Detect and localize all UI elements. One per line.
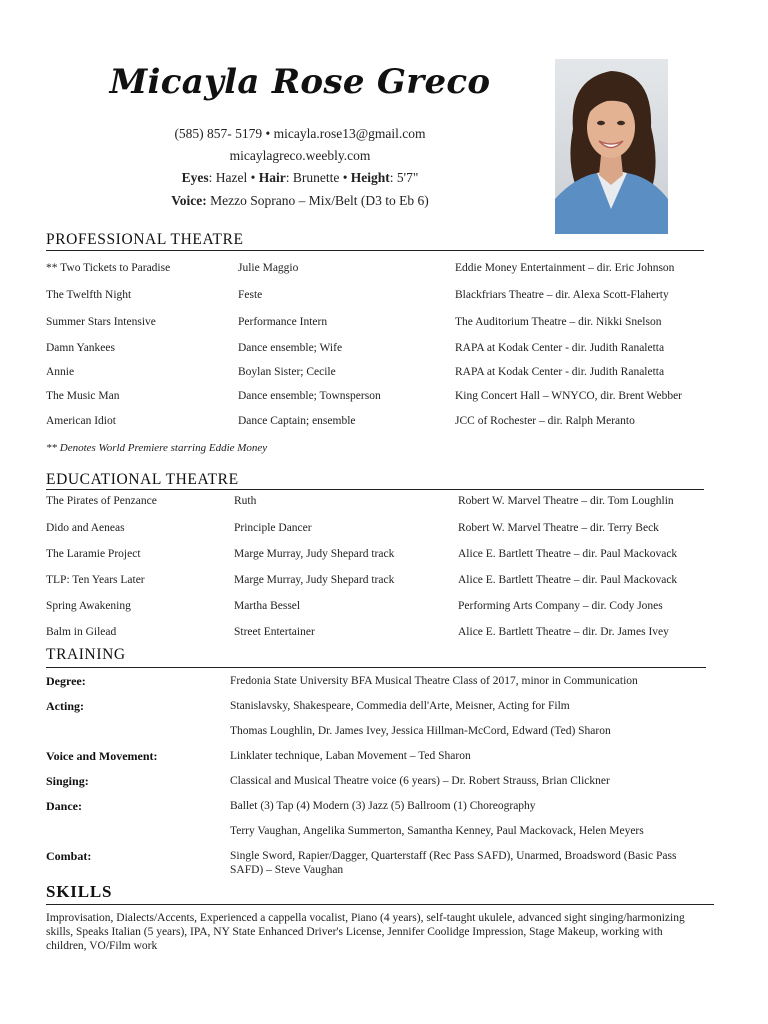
credit-row [46,289,706,307]
training-value: Single Sword, Rapier/Dagger, Quarterstaff (Rec Pass SAFD), Unarmed, Broadsword (Basic Pass SAFD) – Steve Vaughan [230,850,677,876]
voice-label: Voice: [171,193,207,208]
resume-name: Micayla Rose Greco [109,62,491,102]
credit-row [46,548,706,566]
training-value: Thomas Loughlin, Dr. James Ivey, Jessica Hillman-McCord, Edward (Ted) Sharon [230,725,611,737]
credit-show: American Idiot [46,415,116,427]
headshot-photo [555,59,668,234]
credit-show: Summer Stars Intensive [46,316,156,328]
training-heading: TRAINING [46,646,126,663]
credit-venue: Robert W. Marvel Theatre – dir. Tom Loughlin [458,495,674,507]
credit-venue: Robert W. Marvel Theatre – dir. Terry Beck [458,522,659,534]
headshot-illustration [555,59,668,234]
training-label: Combat: [46,849,92,863]
eyes-value: : Hazel • [208,170,259,185]
voice-line [0,193,600,209]
section-divider [46,667,706,668]
credit-row [46,262,706,280]
credit-show: The Twelfth Night [46,289,132,301]
physical-stats [0,170,600,186]
section-divider [46,904,714,905]
credit-venue: JCC of Rochester – dir. Ralph Meranto [455,415,635,427]
credit-venue: Performing Arts Company – dir. Cody Jones [458,600,663,612]
credit-venue: RAPA at Kodak Center - dir. Judith Ranaletta [455,366,665,378]
credit-role: Feste [238,289,263,301]
section-divider [46,489,704,490]
training-label: Acting: [46,699,84,713]
educational-theatre-heading: EDUCATIONAL THEATRE [46,471,239,488]
credit-row [46,522,706,540]
credit-role: Marge Murray, Judy Shepard track [234,574,395,586]
credit-row [46,415,706,433]
skills-heading: SKILLS [46,882,113,901]
credit-venue: Alice E. Bartlett Theatre – dir. Paul Mackovack [458,574,678,586]
credit-role: Performance Intern [238,316,328,328]
credit-row [46,316,706,334]
credit-show: Balm in Gilead [46,626,117,638]
professional-theatre-heading: PROFESSIONAL THEATRE [46,231,244,248]
hair-value: : Brunette • [285,170,351,185]
hair-label: Hair [258,170,286,185]
credit-venue: RAPA at Kodak Center - dir. Judith Ranaletta [455,342,665,354]
credit-venue: King Concert Hall – WNYCO, dir. Brent Webber [455,390,683,402]
credit-role: Ruth [234,495,257,507]
credit-show: ** Two Tickets to Paradise [46,262,171,274]
training-label: Degree: [46,674,86,688]
height-label: Height [350,170,390,185]
training-value: Fredonia State University BFA Musical Theatre Class of 2017, minor in Communication [230,675,638,687]
credit-role: Principle Dancer [234,522,312,534]
voice-value: Mezzo Soprano – Mix/Belt (D3 to Eb 6) [206,193,429,208]
credit-role: Dance ensemble; Townsperson [238,390,381,402]
training-value: Stanislavsky, Shakespeare, Commedia dell'Arte, Meisner, Acting for Film [230,700,570,712]
credit-venue: Alice E. Bartlett Theatre – dir. Paul Mackovack [458,548,678,560]
credit-show: The Music Man [46,390,120,402]
training-label: Dance: [46,799,82,813]
credit-role: Dance ensemble; Wife [238,342,343,354]
credit-show: Dido and Aeneas [46,522,125,534]
world-premiere-note: ** Denotes World Premiere starring Eddie Money [46,442,268,454]
credit-show: The Pirates of Penzance [46,495,157,507]
skills-text: Improvisation, Dialects/Accents, Experienced a cappella vocalist, Piano (4 years), self-taught ukulele, advanced sight singing/harmonizing skills, Speaks Italian (5 years), IPA, NY State Enhanced Driver's License, Jennifer Coolidge Impression, Stage Makeup, working with children, VO/Film work [46,912,685,952]
height-value: : 5'7" [389,170,419,185]
credit-row [46,495,706,513]
credit-show: Spring Awakening [46,600,131,612]
credit-role: Dance Captain; ensemble [238,415,356,427]
credit-show: The Laramie Project [46,548,141,560]
contact-line: (585) 857- 5179 • micayla.rose13@gmail.com [174,126,426,141]
credit-venue: Alice E. Bartlett Theatre – dir. Dr. James Ivey [458,626,669,638]
training-label: Voice and Movement: [46,749,158,763]
credit-venue: Eddie Money Entertainment – dir. Eric Johnson [455,262,675,274]
credit-row [46,366,706,384]
credit-role: Julie Maggio [238,262,299,274]
credit-show: TLP: Ten Years Later [46,574,145,586]
credit-role: Street Entertainer [234,626,315,638]
credit-row [46,600,706,618]
credit-row [46,390,706,408]
training-label: Singing: [46,774,89,788]
credit-row [46,574,706,592]
eyes-label: Eyes [181,170,209,185]
website-line: micaylagreco.weebly.com [229,148,371,163]
credit-role: Martha Bessel [234,600,301,612]
credit-show: Annie [46,366,75,378]
training-value: Classical and Musical Theatre voice (6 years) – Dr. Robert Strauss, Brian Clickner [230,775,610,787]
training-value: Ballet (3) Tap (4) Modern (3) Jazz (5) Ballroom (1) Choreography [230,800,536,812]
section-divider [46,250,704,251]
credit-role: Boylan Sister; Cecile [238,366,336,378]
credit-row [46,342,706,360]
credit-venue: The Auditorium Theatre – dir. Nikki Snelson [455,316,662,328]
credit-row [46,626,706,644]
training-value: Terry Vaughan, Angelika Summerton, Samantha Kenney, Paul Mackovack, Helen Meyers [230,825,644,837]
credit-venue: Blackfriars Theatre – dir. Alexa Scott-Flaherty [455,289,669,301]
training-value: Linklater technique, Laban Movement – Ted Sharon [230,750,471,762]
credit-show: Damn Yankees [46,342,115,354]
credit-role: Marge Murray, Judy Shepard track [234,548,395,560]
